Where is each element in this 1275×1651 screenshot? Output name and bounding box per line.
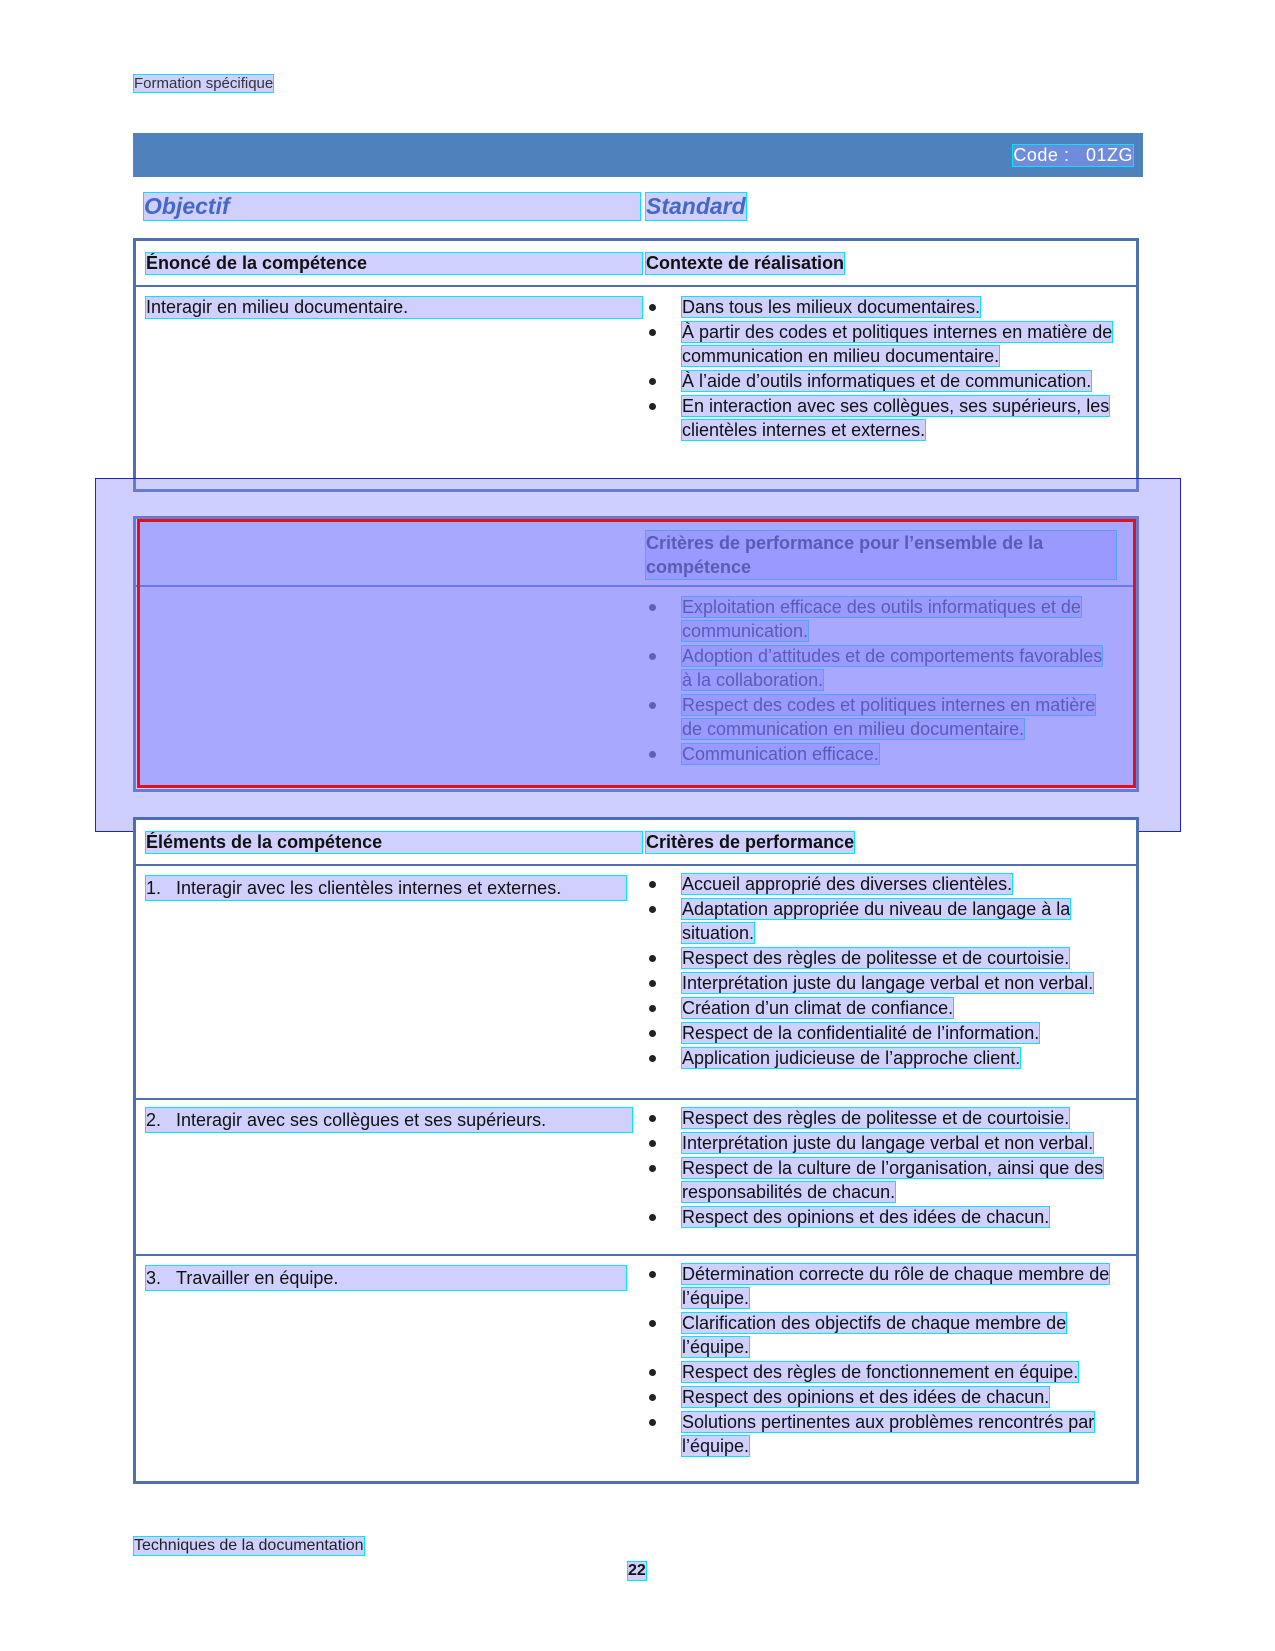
code-label: Code :: [1013, 145, 1070, 165]
list-item: Solutions pertinentes aux problèmes rencontrés par l’équipe.: [646, 1410, 1132, 1458]
bullet-icon: [649, 1369, 656, 1376]
bullet-icon: [649, 906, 656, 913]
table-row: [136, 1098, 1136, 1254]
table-row: [136, 866, 1136, 1098]
bullet-icon: [649, 1394, 656, 1401]
contexte-list: [646, 295, 1132, 443]
enonce-text: Interagir en milieu documentaire.: [146, 297, 642, 318]
bullet-icon: [649, 1140, 656, 1147]
list-item: Adaptation appropriée du niveau de langage à la situation.: [646, 897, 1132, 945]
list-item: Respect de la confidentialité de l’information.: [646, 1021, 1132, 1045]
list-item: Interprétation juste du langage verbal et non verbal.: [646, 971, 1132, 995]
list-item: Adoption d’attitudes et de comportements favorables à la collaboration.: [646, 644, 1116, 692]
footer-program-name: Techniques de la documentation: [134, 1537, 364, 1554]
competence-row: [136, 287, 1136, 487]
elements-header: Éléments de la compétence: [146, 832, 642, 853]
bullet-icon: [649, 1419, 656, 1426]
criteres-header: Critères de performance: [646, 832, 855, 852]
list-item: À l’aide d’outils informatiques et de communication.: [646, 369, 1132, 393]
selected-region-highlight: [137, 519, 1136, 788]
list-item: Respect des règles de politesse et de courtoisie.: [646, 946, 1132, 970]
list-item: Respect des règles de politesse et de courtoisie.: [646, 1106, 1132, 1130]
objectif-label: Objectif: [144, 193, 640, 220]
list-item: Détermination correcte du rôle de chaque membre de l’équipe.: [646, 1262, 1132, 1310]
bullet-icon: [649, 1030, 656, 1037]
criteres-list-1: [646, 872, 1132, 1071]
bullet-icon: [649, 329, 656, 336]
list-item: En interaction avec ses collègues, ses supérieurs, les clientèles internes et externes.: [646, 394, 1132, 442]
elements-table-header: [136, 820, 1136, 866]
list-item: Exploitation efficace des outils informatiques et de communication.: [646, 595, 1116, 643]
bullet-icon: [649, 1214, 656, 1221]
bullet-icon: [649, 304, 656, 311]
code-bar: [133, 133, 1143, 177]
criteres-list-3: [646, 1262, 1132, 1459]
bullet-icon: [649, 1271, 656, 1278]
elements-table: [133, 817, 1139, 1484]
element-2: 2. Interagir avec ses collègues et ses supérieurs.: [146, 1108, 632, 1132]
table-row: [136, 1254, 1136, 1481]
bullet-icon: [649, 378, 656, 385]
list-item: Application judicieuse de l’approche client.: [646, 1046, 1132, 1070]
competency-code: [1013, 145, 1133, 166]
bullet-icon: [649, 1115, 656, 1122]
contexte-header: Contexte de réalisation: [646, 253, 845, 273]
list-item: Respect des opinions et des idées de chacun.: [646, 1385, 1132, 1409]
bullet-icon: [649, 980, 656, 987]
list-item: Communication efficace.: [646, 742, 1116, 766]
bullet-icon: [649, 1320, 656, 1327]
bullet-icon: [649, 1055, 656, 1062]
bullet-icon: [649, 881, 656, 888]
list-item: Accueil approprié des diverses clientèles.: [646, 872, 1132, 896]
bullet-icon: [649, 1165, 656, 1172]
bullet-icon: [649, 403, 656, 410]
bullet-icon: [649, 1005, 656, 1012]
list-item: Respect de la culture de l’organisation, ainsi que des responsabilités de chacun.: [646, 1156, 1132, 1204]
list-item: Respect des codes et politiques internes en matière de communication en milieu documentaire.: [646, 693, 1116, 741]
element-3: 3. Travailler en équipe.: [146, 1266, 626, 1290]
list-item: À partir des codes et politiques internes en matière de communication en milieu documentaire.: [646, 320, 1132, 368]
competence-table-header: [136, 241, 1136, 287]
element-1: 1. Interagir avec les clientèles internes et externes.: [146, 876, 626, 900]
ensemble-header: Critères de performance pour l’ensemble de la compétence: [646, 531, 1116, 579]
list-item: Respect des règles de fonctionnement en équipe.: [646, 1360, 1132, 1384]
list-item: Dans tous les milieux documentaires.: [646, 295, 1132, 319]
page-header: Formation spécifique: [134, 75, 274, 92]
list-item: Clarification des objectifs de chaque membre de l’équipe.: [646, 1311, 1132, 1359]
list-item: Respect des opinions et des idées de chacun.: [646, 1205, 1132, 1229]
list-item: Création d’un climat de confiance.: [646, 996, 1132, 1020]
code-value: 01ZG: [1085, 145, 1133, 165]
bullet-icon: [649, 955, 656, 962]
page-number: 22: [628, 1562, 646, 1579]
list-item: Interprétation juste du langage verbal et non verbal.: [646, 1131, 1132, 1155]
standard-label: Standard: [646, 193, 746, 219]
criteres-list-2: [646, 1106, 1132, 1230]
competence-table: [133, 238, 1139, 492]
enonce-header: Énoncé de la compétence: [146, 253, 642, 274]
